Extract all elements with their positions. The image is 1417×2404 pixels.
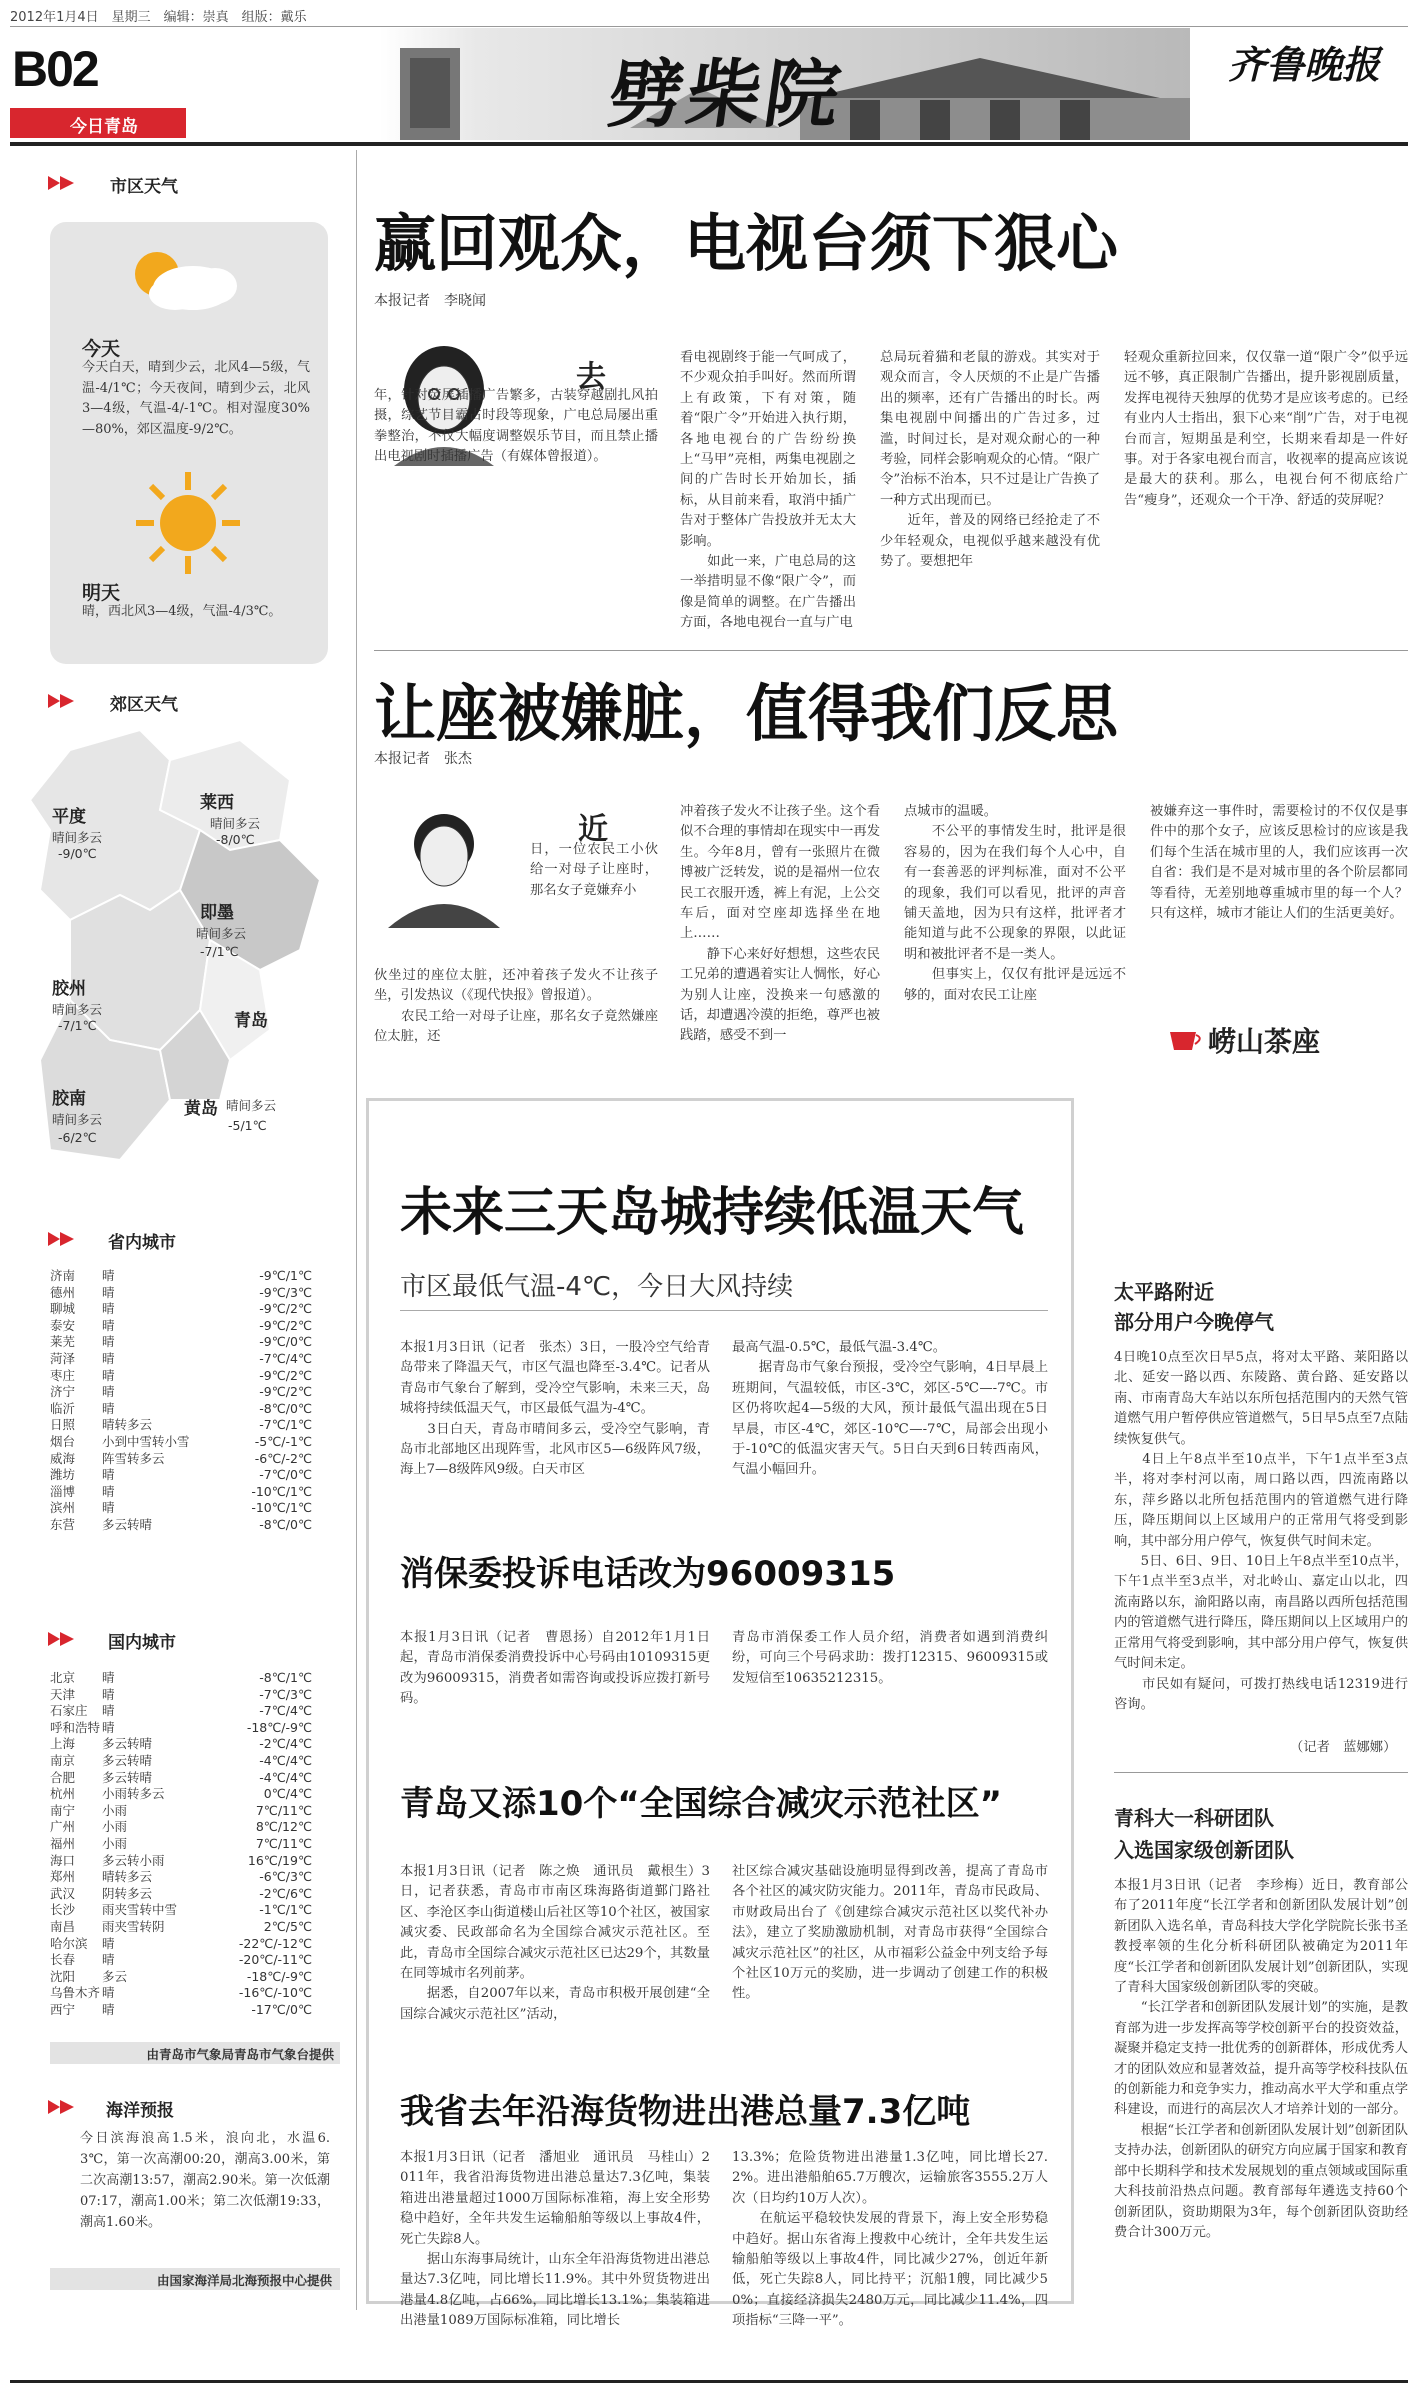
- drop-cap: 去: [576, 360, 606, 395]
- header-bottom-rule: [10, 142, 1408, 146]
- teacup-icon: [1168, 1024, 1204, 1054]
- article5-title: 青岛又添10个“全国综合减灾示范社区”: [400, 1784, 1003, 1824]
- city-name: 菏泽: [50, 1350, 76, 1366]
- city-name: 长春: [50, 1952, 76, 1968]
- city-temp: 16℃/19℃: [247, 1852, 312, 1868]
- city-name: 广州: [50, 1819, 76, 1835]
- city-name: 西宁: [50, 2001, 76, 2017]
- city-temp: -7℃/4℃: [259, 1350, 312, 1366]
- city-row: [50, 1670, 330, 1687]
- article2-col3: 点城市的温暖。 不公平的事情发生时，批评是很容易的，因为在我们每个人心中，自有一套善恶的评判标准，面对不公平的现象，我们可以看见，批评的声音铺天盖地，因为只有这样，批评者才能知道与此不公现象的界限，以此证明和被批评者不是一类人。 但事实上，仅仅有批评是远远不够的，面对农民工让座: [904, 804, 1126, 1003]
- column-badge: [1168, 1018, 1394, 1058]
- city-temp: -2℃/6℃: [259, 1885, 312, 1901]
- province-city-table: [50, 1268, 330, 1534]
- article5-col2: 社区综合减灾基础设施明显得到改善，提高了青岛市各个社区的减灾防灾能力。2011年，青岛市民政局、市财政局出台了《创建综合减灾示范社区以奖代补办法》，建立了奖励激励机制，对青岛市获得“全国综合减灾示范社区”的社区，从市福彩公益金中列支给予每个社区10万元的奖励，进一步调动了创建工作的积极性。: [732, 1864, 1048, 2002]
- city-temp: 7℃/11℃: [255, 1835, 312, 1851]
- region-name: 胶州: [52, 979, 86, 999]
- city-temp: -8℃/0℃: [259, 1516, 312, 1532]
- city-row: [50, 1753, 330, 1770]
- city-row: [50, 1836, 330, 1853]
- city-name: 德州: [50, 1284, 76, 1300]
- city-condition: 晴: [102, 1268, 115, 1283]
- city-name: 南京: [50, 1752, 76, 1768]
- sidebar-divider: [356, 150, 357, 2310]
- city-row: [50, 1886, 330, 1903]
- city-name: 枣庄: [50, 1367, 76, 1383]
- city-condition: 晴转多云: [102, 1869, 153, 1885]
- national-cities-title: 国内城市: [108, 1633, 176, 1653]
- region-desc: 晴间多云: [52, 1002, 103, 1017]
- city-name: 烟台: [50, 1433, 76, 1449]
- region-name: 莱西: [200, 793, 234, 813]
- city-condition: 晴: [102, 1719, 115, 1735]
- city-name: 乌鲁木齐: [50, 1985, 101, 2001]
- city-temp: 0℃/4℃: [263, 1786, 312, 1802]
- province-cities-title: 省内城市: [108, 1233, 176, 1253]
- right-column-rule: [1114, 1772, 1408, 1773]
- national-city-table: [50, 1670, 330, 2018]
- city-temp: -9℃/2℃: [259, 1367, 312, 1383]
- masthead-banner: [380, 28, 1190, 140]
- city-temp: -8℃/1℃: [259, 1670, 312, 1685]
- article6-col1: 本报1月3日讯（记者 潘旭业 通讯员 马桂山）2011年，我省沿海货物进出港总量达7.3亿吨，集装箱进出港量超过1000万国际标准箱，海上安全形势稳中趋好，全年共发生运输船舶等级以上事故4件，死亡失踪8人。 据山东海事局统计，山东全年沿海货物进出港总量达7.3亿吨，同比增长11.9%。其中外贸货物进出港量4.8亿吨，占66%，同比增长13.1%；集装箱进出港量1089万国际标准箱，同比增长: [400, 2150, 710, 2329]
- city-row: [50, 1985, 330, 2002]
- city-condition: 多云转晴: [102, 1769, 153, 1785]
- arrow-icon: [48, 174, 78, 192]
- city-row: [50, 1334, 330, 1351]
- region-temp: -7/1℃: [58, 1018, 97, 1033]
- city-row: [50, 1484, 330, 1501]
- column-badge-text: 崂山茶座: [1208, 1025, 1321, 1058]
- city-name: 福州: [50, 1835, 76, 1851]
- city-condition: 晴: [102, 1483, 115, 1499]
- drop-cap: 近: [578, 812, 608, 847]
- article1-title: 赢回观众，电视台须下狠心: [374, 207, 1119, 280]
- city-condition: 多云转晴: [102, 1752, 153, 1768]
- paper-name: 齐鲁晚报: [1228, 42, 1381, 87]
- article6-col2: 13.3%；危险货物进出港量1.3亿吨，同比增长27.2%。进出港船舶65.7万艘次，运输旅客3555.2万人次（日均约10万人次）。 在航运平稳较快发展的背景下，海上安全形势稳中趋好。据山东省海上搜救中心统计，全年共发生运输船舶等级以上事故4件，同比减少27%，创近年新低，死亡失踪8人，同比持平；沉船1艘，同比减少50%；直接经济损失2480万元，同比减少11.4%，四项指标“三降一平”。: [732, 2150, 1048, 2329]
- article7-credit: （记者 蓝娜娜）: [1290, 1740, 1397, 1755]
- article2-title: 让座被嫌脏，值得我们反思: [374, 677, 1119, 750]
- city-row: [50, 1384, 330, 1401]
- city-row: [50, 1687, 330, 1704]
- region-name: 胶南: [52, 1089, 86, 1109]
- city-name: 北京: [50, 1670, 76, 1685]
- city-condition: 晴: [102, 1284, 115, 1300]
- article3-col2: 最高气温-0.5℃，最低气温-3.4℃。 据青岛市气象台预报，受冷空气影响，4日早晨上班期间，气温较低，市区-3℃，郊区-5℃—-7℃。市区仍将吹起4—5级的大风，预计最低气温出现在5日早晨，市区-4℃，郊区-10℃—-7℃，局部会出现小于-10℃的低温灾害天气。5日白天到6日转西南风，气温小幅回升。: [732, 1340, 1048, 1478]
- article4-col2: 青岛市消保委工作人员介绍，消费者如遇到消费纠纷，可向三个号码求助：拨打12315、96009315或发短信至10635212315。: [732, 1630, 1048, 1686]
- city-condition: 小雨: [102, 1835, 128, 1851]
- article1-col2: 看电视剧终于能一气呵成了，不少观众拍手叫好。然而所谓上有政策，下有对策，随着“限广令”开始进入执行期，各地电视台的广告纷纷换上“马甲”亮相，两集电视剧之间的广告时长开始加长，插标，从目前来看，取消中插广告对于整体广告投放并无太大影响。 如此一来，广电总局的这一举措明显不像“限广令”，而像是简单的调整。在广告播出方面，各地电视台一直与广电: [680, 350, 856, 631]
- city-condition: 阵雪转多云: [102, 1450, 165, 1466]
- city-temp: -10℃/1℃: [251, 1500, 312, 1516]
- city-row: [50, 1703, 330, 1720]
- city-name: 济宁: [50, 1384, 76, 1400]
- city-name: 临沂: [50, 1400, 76, 1416]
- arrow-icon: [48, 692, 78, 710]
- city-row: [50, 1869, 330, 1886]
- tomorrow-forecast: 晴，西北风3—4级，气温-4/3℃。: [82, 604, 282, 619]
- article1-col1: 年，针对荧屏插播广告繁多，古装穿越剧扎风拍摄，综艺节目霸占时段等现象，广电总局屡出重拳整治，不仅大幅度调整娱乐节目，而且禁止播出电视剧时插播广告（有媒体曾报道）。: [374, 388, 658, 465]
- article8-title-line2: 入选国家级创新团队: [1114, 1838, 1294, 1862]
- city-name: 石家庄: [50, 1703, 88, 1719]
- city-row: [50, 1720, 330, 1737]
- region-name: 青岛: [234, 1011, 268, 1031]
- city-name: 淄博: [50, 1483, 76, 1499]
- city-temp: -6℃/3℃: [259, 1869, 312, 1885]
- today-label: 今天: [82, 338, 121, 360]
- city-temp: -9℃/1℃: [259, 1268, 312, 1283]
- national-source-text: 由青岛市气象局青岛市气象台提供: [146, 2047, 334, 2062]
- city-temp: -17℃/0℃: [251, 2001, 312, 2017]
- city-name: 武汉: [50, 1885, 76, 1901]
- article1-col3: 总局玩着猫和老鼠的游戏。其实对于观众而言，令人厌烦的不止是广告播出的频率，还有广告播出的时长。两集电视剧中间播出的广告过多，过滥，时间过长，是对观众耐心的一种考验，同样会影响观众的心情。“限广令”治标不治本，只不过是让广告换了一种方式出现而已。 近年，普及的网络已经抢走了不少年轻观众，电视似乎越来越没有优势了。要想把年: [880, 350, 1100, 570]
- city-condition: 小雨转多云: [102, 1786, 165, 1802]
- city-temp: -1℃/1℃: [259, 1902, 312, 1918]
- city-temp: -18℃/-9℃: [246, 1968, 312, 1984]
- city-name: 呼和浩特: [50, 1719, 101, 1735]
- city-name: 长沙: [50, 1902, 76, 1918]
- city-temp: -2℃/4℃: [259, 1736, 312, 1752]
- article2-col1a: 日，一位农民工小伙给一对母子让座时，那名女子竟嫌弃小: [530, 842, 658, 898]
- city-condition: 多云转晴: [102, 1736, 153, 1752]
- city-name: 潍坊: [50, 1467, 76, 1483]
- arrow-icon: [48, 1630, 78, 1648]
- article4-col1: 本报1月3日讯（记者 曹恩扬）自2012年1月1日起，青岛市消保委消费投诉中心号码由10109315更改为96009315，消费者如需咨询或投诉应拨打新号码。: [400, 1630, 710, 1707]
- article2-byline: 本报记者 张杰: [374, 751, 472, 767]
- city-temp: -16℃/-10℃: [238, 1985, 312, 2001]
- today-forecast: 今天白天，晴到少云，北风4—5级，气温-4/1℃；今天夜间，晴到少云，北风3—4级，气温-4/-1℃。相对湿度30%—80%，郊区温度-9/2℃。: [82, 360, 310, 437]
- city-condition: 晴: [102, 1350, 115, 1366]
- city-condition: 晴: [102, 1500, 115, 1516]
- city-name: 济南: [50, 1268, 76, 1283]
- section-label: [10, 108, 186, 138]
- article2-col2: 冲着孩子发火不让孩子坐。这个看似不合理的事情却在现实中一再发生。今年8月，曾有一张照片在微博被广泛转发，说的是福州一位农民工衣服开透，裤上有泥，上公交车后，面对空座却选择坐在地上…… 静下心来好好想想，这些农民工兄弟的遭遇着实让人惆怅，好心为别人让座，没换来一句感激的话，却遭遇冷漠的拒绝，尊严也被践踏，感受不到一: [680, 804, 880, 1044]
- region-name: 平度: [52, 807, 86, 827]
- city-condition: 晴: [102, 1384, 115, 1400]
- city-weather-title: 市区天气: [110, 177, 178, 197]
- city-temp: -8℃/0℃: [259, 1400, 312, 1416]
- city-row: [50, 1417, 330, 1434]
- region-desc: 晴间多云: [52, 1112, 103, 1127]
- article5-col1: 本报1月3日讯（记者 陈之焕 通讯员 戴根生）3日，记者获悉，青岛市市南区珠海路街道鄞门路社区、李沧区李山街道楼山后社区等10个社区，被国家减灾委、民政部命名为全国综合减灾示范社区。至此，青岛市全国综合减灾示范社区已达29个，其数量在同等城市名列前茅。 据悉，自2007年以来，青岛市积极开展创建“全国综合减灾示范社区”活动，: [400, 1864, 710, 2022]
- city-name: 滨州: [50, 1500, 76, 1516]
- city-temp: 8℃/12℃: [255, 1819, 312, 1835]
- ocean-source-text: 由国家海洋局北海预报中心提供: [156, 2273, 332, 2288]
- city-row: [50, 1902, 330, 1919]
- author-photo: [374, 800, 514, 928]
- city-name: 上海: [50, 1736, 76, 1752]
- city-row: [50, 1401, 330, 1418]
- city-temp: -9℃/0℃: [259, 1334, 312, 1350]
- sunny-icon: [118, 468, 258, 578]
- city-condition: 晴: [102, 1467, 115, 1483]
- city-condition: 雨夹雪转中雪: [102, 1902, 178, 1918]
- city-row: [50, 2002, 330, 2019]
- city-row: [50, 1819, 330, 1836]
- city-condition: 小到中雪转小雪: [102, 1433, 190, 1449]
- ocean-forecast: 今日滨海浪高1.5米，浪向北，水温6.3℃，第一次高潮00:20，潮高3.00米，第二次高潮13:57，潮高2.90米。第一次低潮07:17，潮高1.00米；第二次低潮19:33，潮高1.60米。: [80, 2131, 330, 2230]
- section-label-text: 今日青岛: [70, 117, 138, 137]
- city-row: [50, 1351, 330, 1368]
- city-row: [50, 1952, 330, 1969]
- city-condition: 晴: [102, 1703, 115, 1719]
- city-row: [50, 1268, 330, 1285]
- partly-cloudy-icon: [115, 236, 245, 316]
- city-temp: -4℃/4℃: [259, 1752, 312, 1768]
- city-temp: -6℃/-2℃: [254, 1450, 312, 1466]
- tomorrow-label: 明天: [82, 582, 121, 604]
- city-temp: -7℃/4℃: [259, 1703, 312, 1719]
- city-name: 郑州: [50, 1869, 76, 1885]
- arrow-icon: [48, 2098, 78, 2116]
- city-temp: -5℃/-1℃: [254, 1433, 312, 1449]
- city-condition: 晴: [102, 1686, 115, 1702]
- region-temp: -7/1℃: [200, 944, 239, 959]
- city-condition: 晴: [102, 1935, 115, 1951]
- city-temp: 2℃/5℃: [263, 1918, 312, 1934]
- city-condition: 晴: [102, 1670, 115, 1685]
- city-name: 莱芜: [50, 1334, 76, 1350]
- city-temp: -9℃/3℃: [259, 1284, 312, 1300]
- city-temp: -7℃/3℃: [259, 1686, 312, 1702]
- city-temp: -7℃/1℃: [259, 1417, 312, 1433]
- city-name: 聊城: [50, 1301, 76, 1317]
- city-temp: -10℃/1℃: [251, 1483, 312, 1499]
- city-row: [50, 1500, 330, 1517]
- city-name: 哈尔滨: [50, 1935, 88, 1951]
- ocean-title: 海洋预报: [106, 2101, 174, 2121]
- arrow-icon: [48, 1230, 78, 1248]
- article6-title: 我省去年沿海货物进出港总量7.3亿吨: [400, 2092, 971, 2132]
- city-temp: -9℃/2℃: [259, 1317, 312, 1333]
- city-name: 日照: [50, 1417, 76, 1433]
- region-name: 黄岛: [184, 1099, 218, 1119]
- city-condition: 晴转多云: [102, 1417, 153, 1433]
- article2-col1b: 伙坐过的座位太脏，还冲着孩子发火不让孩子坐，引发热议（《现代快报》曾报道）。 农民工给一对母子让座，那名女子竟然嫌座位太脏，还: [374, 968, 658, 1045]
- article1-byline: 本报记者 李晓闻: [374, 293, 486, 309]
- city-row: [50, 1434, 330, 1451]
- article7-title-line2: 部分用户今晚停气: [1114, 1310, 1274, 1334]
- city-temp: -9℃/2℃: [259, 1301, 312, 1317]
- city-row: [50, 1467, 330, 1484]
- region-temp: -6/2℃: [58, 1130, 97, 1145]
- region-desc: 晴间多云: [52, 830, 103, 845]
- city-name: 泰安: [50, 1317, 76, 1333]
- city-row: [50, 1803, 330, 1820]
- article8-text: 本报1月3日讯（记者 李珍梅）近日，教育部公布了2011年度“长江学者和创新团队发展计划”创新团队入选名单，青岛科技大学化学院院长张书圣教授率领的生化分析科研团队被确定为2011年度“长江学者和创新团队发展计划”创新团队，实现了青科大国家级创新团队零的突破。 “长江学者和创新团队发展计划”的实施，是教育部为进一步发挥高等学校创新平台的投资效益，凝聚并稳定支持一批优秀的创新群体，形成优秀人才的团队效应和显著效益，提升高等学校科技队伍的创新能力和竞争实力，推动高水平大学和重点学科建设，而进行的高层次人才培养计划的一部分。 根据“长江学者和创新团队发展计划”创新团队支持办法，创新团队的研究方向应属于国家和教育部中长期科学和技术发展规划的重点领域或国际重大科技前沿热点问题。教育部每年遴选支持60个创新团队，资助期限为3年，每个创新团队资助经费合计300万元。: [1114, 1878, 1408, 2240]
- city-condition: 多云转晴: [102, 1516, 153, 1532]
- city-name: 沈阳: [50, 1968, 76, 1984]
- city-temp: -20℃/-11℃: [238, 1952, 312, 1968]
- region-temp: -9/0℃: [58, 846, 97, 861]
- city-temp: -9℃/2℃: [259, 1384, 312, 1400]
- article7-title-line1: 太平路附近: [1114, 1280, 1214, 1304]
- article3-col1: 本报1月3日讯（记者 张杰）3日，一股冷空气给青岛带来了降温天气，市区气温也降至-3.4℃。记者从青岛市气象台了解到，受冷空气影响，未来三天，岛城将持续低温天气，市区最低气温为-4℃。 3日白天，青岛市晴间多云，受冷空气影响，青岛市北部地区出现阵雪，北风市区5—6级阵风7级，海上7—8级阵风9级。白天市区: [400, 1340, 710, 1478]
- city-row: [50, 1517, 330, 1534]
- article7-text: 4日晚10点至次日早5点，将对太平路、莱阳路以北、延安一路以西、东陵路、黄台路、延安路以南、市南青岛大车站以东所包括范围内的天然气管道燃气用户暂停供应管道燃气，5日早5点至7点陆续恢复供气。 4日上午8点半至10点半，下午1点半至3点半，将对李村河以南，周口路以西，四流南路以东，萍乡路以北所包括范围内的管道燃气进行降压，降压期间以上区域用户的正常用气将受到影响，其中部分用户停气，恢复供气时间未定。 5日、6日、9日、10日上午8点半至10点半，下午1点半至3点半，对北岭山、嘉定山以北，四流南路以东，渝阳路以南，南昌路以西所包括范围内的管道燃气进行降压，降压期间以上区域用户的正常用气将受到影响，其中部分用户停气，恢复供气时间未定。 市民如有疑问，可拨打热线电话12319进行咨询。: [1114, 1350, 1408, 1712]
- city-condition: 多云: [102, 1968, 128, 1984]
- national-source: [50, 2042, 340, 2064]
- city-row: [50, 1368, 330, 1385]
- city-condition: 雨夹雪转阴: [102, 1918, 165, 1934]
- city-row: [50, 1969, 330, 1986]
- city-row: [50, 1736, 330, 1753]
- city-name: 合肥: [50, 1769, 76, 1785]
- ocean-source: [50, 2268, 340, 2290]
- region-desc: 晴间多云: [226, 1098, 277, 1113]
- city-name: 南昌: [50, 1918, 76, 1934]
- city-condition: 晴: [102, 1317, 115, 1333]
- city-name: 威海: [50, 1450, 76, 1466]
- article3-subtitle: 市区最低气温-4℃，今日大风持续: [400, 1272, 794, 1302]
- page-number: B02: [12, 41, 98, 97]
- city-row: [50, 1318, 330, 1335]
- city-condition: 多云转小雨: [102, 1852, 165, 1868]
- city-row: [50, 1786, 330, 1803]
- header-top-rule: [10, 26, 1408, 27]
- column-title: 劈柴院: [603, 52, 850, 138]
- city-row: [50, 1936, 330, 1953]
- city-condition: 晴: [102, 1952, 115, 1968]
- article8-title-line1: 青科大一科研团队: [1114, 1806, 1274, 1830]
- region-temp: -5/1℃: [228, 1118, 267, 1133]
- city-condition: 晴: [102, 1400, 115, 1416]
- city-condition: 阴转多云: [102, 1885, 153, 1901]
- city-temp: -22℃/-12℃: [238, 1935, 312, 1951]
- article1-col4: 轻观众重新拉回来，仅仅靠一道“限广令”似乎远远不够，真正限制广告播出，提升影视剧质量，发挥电视待天独厚的优势才是应该考虑的。已经有业内人士指出，狠下心来“削”广告，对于电视台而言，短期虽是利空，长期来看却是一件好事。对于各家电视台而言，收视率的提高应该说是最大的获利。那么，电视台何不彻底给广告“瘦身”，还观众一个干净、舒适的荧屏呢？: [1124, 350, 1408, 508]
- city-name: 东营: [50, 1516, 76, 1532]
- city-name: 天津: [50, 1686, 76, 1702]
- city-condition: 晴: [102, 1985, 115, 2001]
- city-name: 南宁: [50, 1802, 76, 1818]
- city-temp: -4℃/4℃: [259, 1769, 312, 1785]
- city-name: 海口: [50, 1852, 76, 1868]
- region-desc: 晴间多云: [196, 926, 247, 941]
- city-condition: 晴: [102, 1367, 115, 1383]
- city-temp: -18℃/-9℃: [246, 1719, 312, 1735]
- city-condition: 晴: [102, 1301, 115, 1317]
- suburb-weather-title: 郊区天气: [110, 695, 178, 715]
- city-condition: 小雨: [102, 1802, 128, 1818]
- city-temp: 7℃/11℃: [255, 1802, 312, 1818]
- article2-col4: 被嫌弃这一事件时，需要检讨的不仅仅是事件中的那个女子，应该反思检讨的应该是我们每个生活在城市里的人，我们应该再一次自省：我们是不是对城市里的各个阶层都同等看待，无差别地尊重城市里的每一个人？只有这样，城市才能让人们的生活更美好。: [1150, 804, 1408, 922]
- city-condition: 小雨: [102, 1819, 128, 1835]
- city-row: [50, 1770, 330, 1787]
- date-line: 2012年1月4日 星期三 编辑：崇真 组版：戴乐: [10, 10, 307, 25]
- region-temp: -8/0℃: [216, 832, 255, 847]
- city-row: [50, 1451, 330, 1468]
- article3-title: 未来三天岛城持续低温天气: [400, 1183, 1025, 1243]
- city-row: [50, 1285, 330, 1302]
- city-row: [50, 1853, 330, 1870]
- footer-rule: [10, 2380, 1408, 2383]
- city-row: [50, 1919, 330, 1936]
- subtitle-rule: [400, 1310, 1048, 1311]
- city-condition: 晴: [102, 1334, 115, 1350]
- city-temp: -7℃/0℃: [259, 1467, 312, 1483]
- region-desc: 晴间多云: [210, 816, 261, 831]
- article-divider: [374, 650, 1408, 651]
- city-row: [50, 1301, 330, 1318]
- city-name: 杭州: [50, 1786, 76, 1802]
- region-name: 即墨: [200, 903, 234, 923]
- article4-title: 消保委投诉电话改为96009315: [400, 1554, 896, 1594]
- city-condition: 晴: [102, 2001, 115, 2017]
